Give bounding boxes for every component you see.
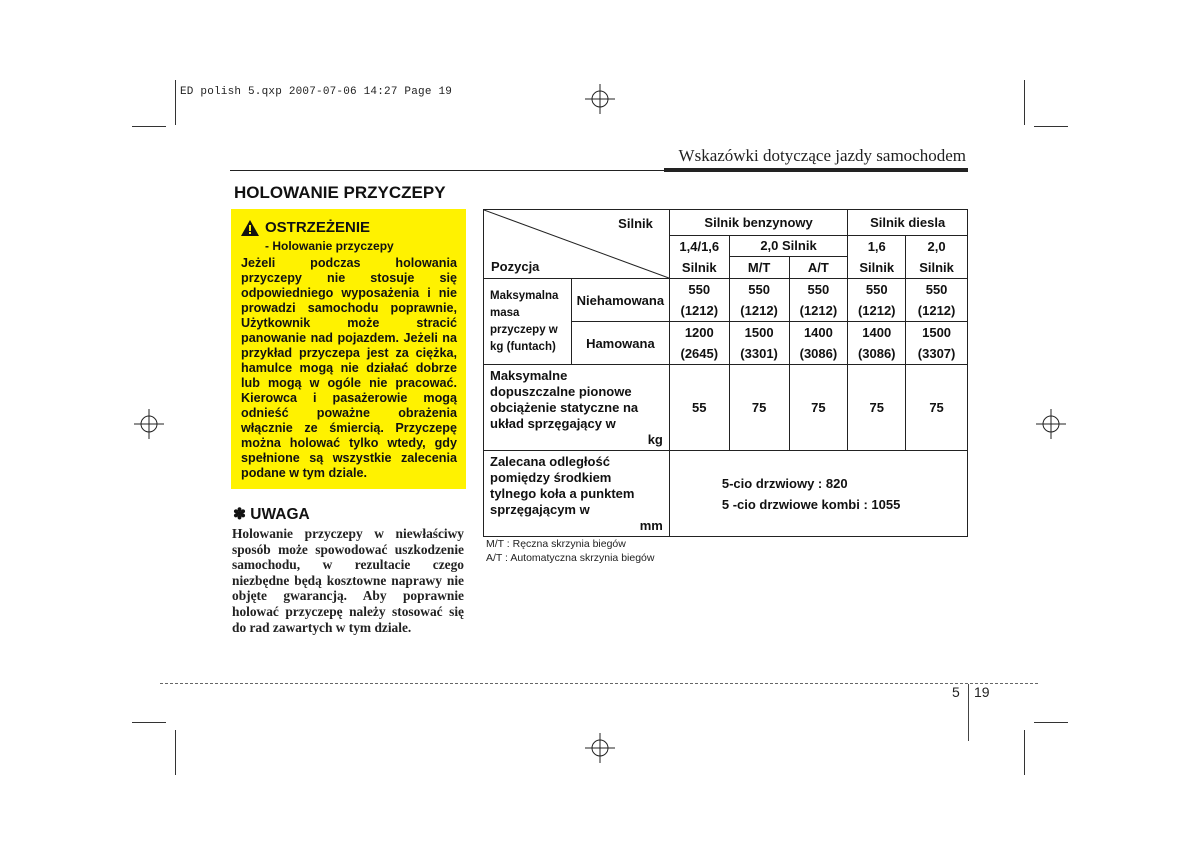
- group-diesel: Silnik diesla: [848, 210, 968, 236]
- value-kg: 550: [925, 282, 948, 297]
- engine-petrol-20: 2,0 Silnik: [729, 236, 848, 257]
- vertical-load-text: Maksymalne dopuszczalne pionowe obciążenie statyczne na układ sprzęgający w: [490, 367, 639, 431]
- mass-label-line: przyczepy w: [490, 323, 558, 336]
- distance-unit: mm: [639, 517, 663, 533]
- distance-label: [484, 451, 670, 537]
- value-kg: 550: [688, 282, 711, 297]
- footnote: A/T : Automatyczna skrzynia biegów: [486, 552, 655, 564]
- table-cell: 55: [669, 365, 729, 451]
- table-cell: [906, 322, 968, 365]
- engine-line: 2,0: [927, 239, 946, 254]
- gearbox-mt: M/T: [729, 256, 789, 278]
- value-kg: 1500: [922, 325, 952, 340]
- mass-label-line: Maksymalna: [490, 289, 559, 302]
- value-lb: (1212): [857, 303, 896, 318]
- towing-spec-table: [483, 209, 968, 537]
- value-lb: (1212): [799, 303, 838, 318]
- value-kg: 1400: [862, 325, 892, 340]
- value-lb: (1212): [740, 303, 778, 318]
- table-footnotes: [486, 537, 654, 565]
- engine-line: 1,6: [867, 239, 886, 254]
- section-title: HOLOWANIE PRZYCZEPY: [234, 183, 446, 202]
- note-body: Holowanie przyczepy w niewłaściwy sposób może spowodować uszkodzenie samochodu, w rezultacie czego niezbędne będą kosztowne naprawy nie objęte gwarancją. Aby poprawnie holować przyczepę należy stosować się do rad zawartych w tym dziale.: [232, 526, 464, 635]
- engine-line: 1,4/1,6: [679, 239, 720, 254]
- vertical-load-unit: kg: [647, 431, 663, 447]
- crop-mark: [132, 722, 166, 723]
- crop-mark: [1034, 722, 1068, 723]
- warning-header: [241, 219, 457, 236]
- table-cell: 75: [848, 365, 906, 451]
- registration-mark-icon: [1036, 409, 1066, 439]
- warning-title: OSTRZEŻENIE: [265, 219, 371, 236]
- value-kg: 1200: [684, 325, 714, 340]
- registration-mark-icon: [585, 84, 615, 114]
- value-kg: 550: [807, 282, 830, 297]
- registration-mark-icon: [134, 409, 164, 439]
- crop-mark: [1024, 730, 1025, 775]
- mass-label: [484, 279, 572, 365]
- engine-diesel-16: [848, 236, 906, 279]
- warning-subtitle: - Holowanie przyczepy: [265, 239, 394, 253]
- vertical-load-label: [484, 365, 670, 451]
- table-cell: [669, 279, 729, 322]
- gearbox-at: A/T: [789, 256, 848, 278]
- unbraked-label: Niehamowana: [571, 279, 669, 322]
- value-kg: 550: [865, 282, 888, 297]
- distance-values: [669, 451, 967, 537]
- table-cell: 75: [789, 365, 848, 451]
- footnote: M/T : Ręczna skrzynia biegów: [486, 538, 626, 550]
- value-kg: 1400: [803, 325, 833, 340]
- table-cell: 75: [906, 365, 968, 451]
- braked-label: Hamowana: [571, 322, 669, 365]
- table-cell: [789, 279, 848, 322]
- table-cell: [789, 322, 848, 365]
- distance-text: Zalecana odległość pomiędzy środkiem tylnego koła a punktem sprzęgającym w: [490, 453, 635, 517]
- value-kg: 550: [748, 282, 770, 297]
- print-slug: ED polish 5.qxp 2007-07-06 14:27 Page 19: [180, 86, 453, 98]
- table-cell: [729, 279, 789, 322]
- table-cell: 75: [729, 365, 789, 451]
- table-cell: [729, 322, 789, 365]
- page-chapter: 5: [952, 684, 960, 700]
- engine-diesel-20: [906, 236, 968, 279]
- header-rule: [230, 170, 664, 171]
- value-lb: (1212): [917, 303, 956, 318]
- crop-mark: [1034, 126, 1068, 127]
- table-cell: [906, 279, 968, 322]
- distance-value: 5 -cio drzwiowe kombi : 1055: [721, 496, 901, 512]
- value-lb: (3086): [857, 346, 896, 361]
- warning-triangle-icon: [241, 220, 259, 236]
- warning-box: [231, 209, 466, 489]
- engine-petrol-14-16: [669, 236, 729, 279]
- table-corner-cell: [484, 210, 670, 279]
- value-lb: (1212): [680, 303, 719, 318]
- crop-mark: [1024, 80, 1025, 125]
- engine-line: Silnik: [919, 260, 954, 275]
- warning-body: Jeżeli podczas holowania przyczepy nie stosuje się odpowiedniego wyposażenia i nie prowadzi samochodu poprawnie, Użytkownik może stracić panowanie nad pojazdem. Jeżeli na przykład przyczepa jest za ciężka, hamulce mogą nie działać dobrze lub mogą w ogóle nie pracować. Kierowca i pasażerowie mogą odnieść poważne obrażenia włącznie ze śmiercią. Przyczepę można holować tylko wtedy, gdy spełnione są wszystkie zalecenia podane w tym dziale.: [241, 256, 457, 480]
- registration-mark-icon: [585, 733, 615, 763]
- table-cell: [848, 279, 906, 322]
- page-number-separator: [968, 684, 969, 741]
- engine-line: Silnik: [859, 260, 895, 275]
- value-kg: 1500: [744, 325, 774, 340]
- crop-mark: [175, 80, 176, 125]
- table-cell: [669, 322, 729, 365]
- mass-label-line: kg (funtach): [490, 340, 556, 353]
- crop-mark: [132, 126, 166, 127]
- corner-top-label: Silnik: [618, 216, 653, 231]
- crop-mark: [175, 730, 176, 775]
- group-petrol: Silnik benzynowy: [669, 210, 847, 236]
- running-header-title: Wskazówki dotyczące jazdy samochodem: [678, 146, 966, 165]
- value-lb: (3307): [917, 346, 956, 361]
- corner-bottom-label: Pozycja: [491, 259, 540, 274]
- note-title: ✽ UWAGA: [233, 506, 310, 523]
- mass-label-line: masa: [490, 306, 520, 319]
- value-lb: (3301): [740, 346, 778, 361]
- value-lb: (3086): [799, 346, 838, 361]
- distance-value: 5-cio drzwiowy : 820: [721, 475, 848, 491]
- page-number: 19: [974, 684, 990, 700]
- footer-rule: [160, 683, 1038, 684]
- value-lb: (2645): [680, 346, 719, 361]
- engine-line: Silnik: [681, 260, 717, 275]
- header-rule-thick: [664, 168, 968, 172]
- table-cell: [848, 322, 906, 365]
